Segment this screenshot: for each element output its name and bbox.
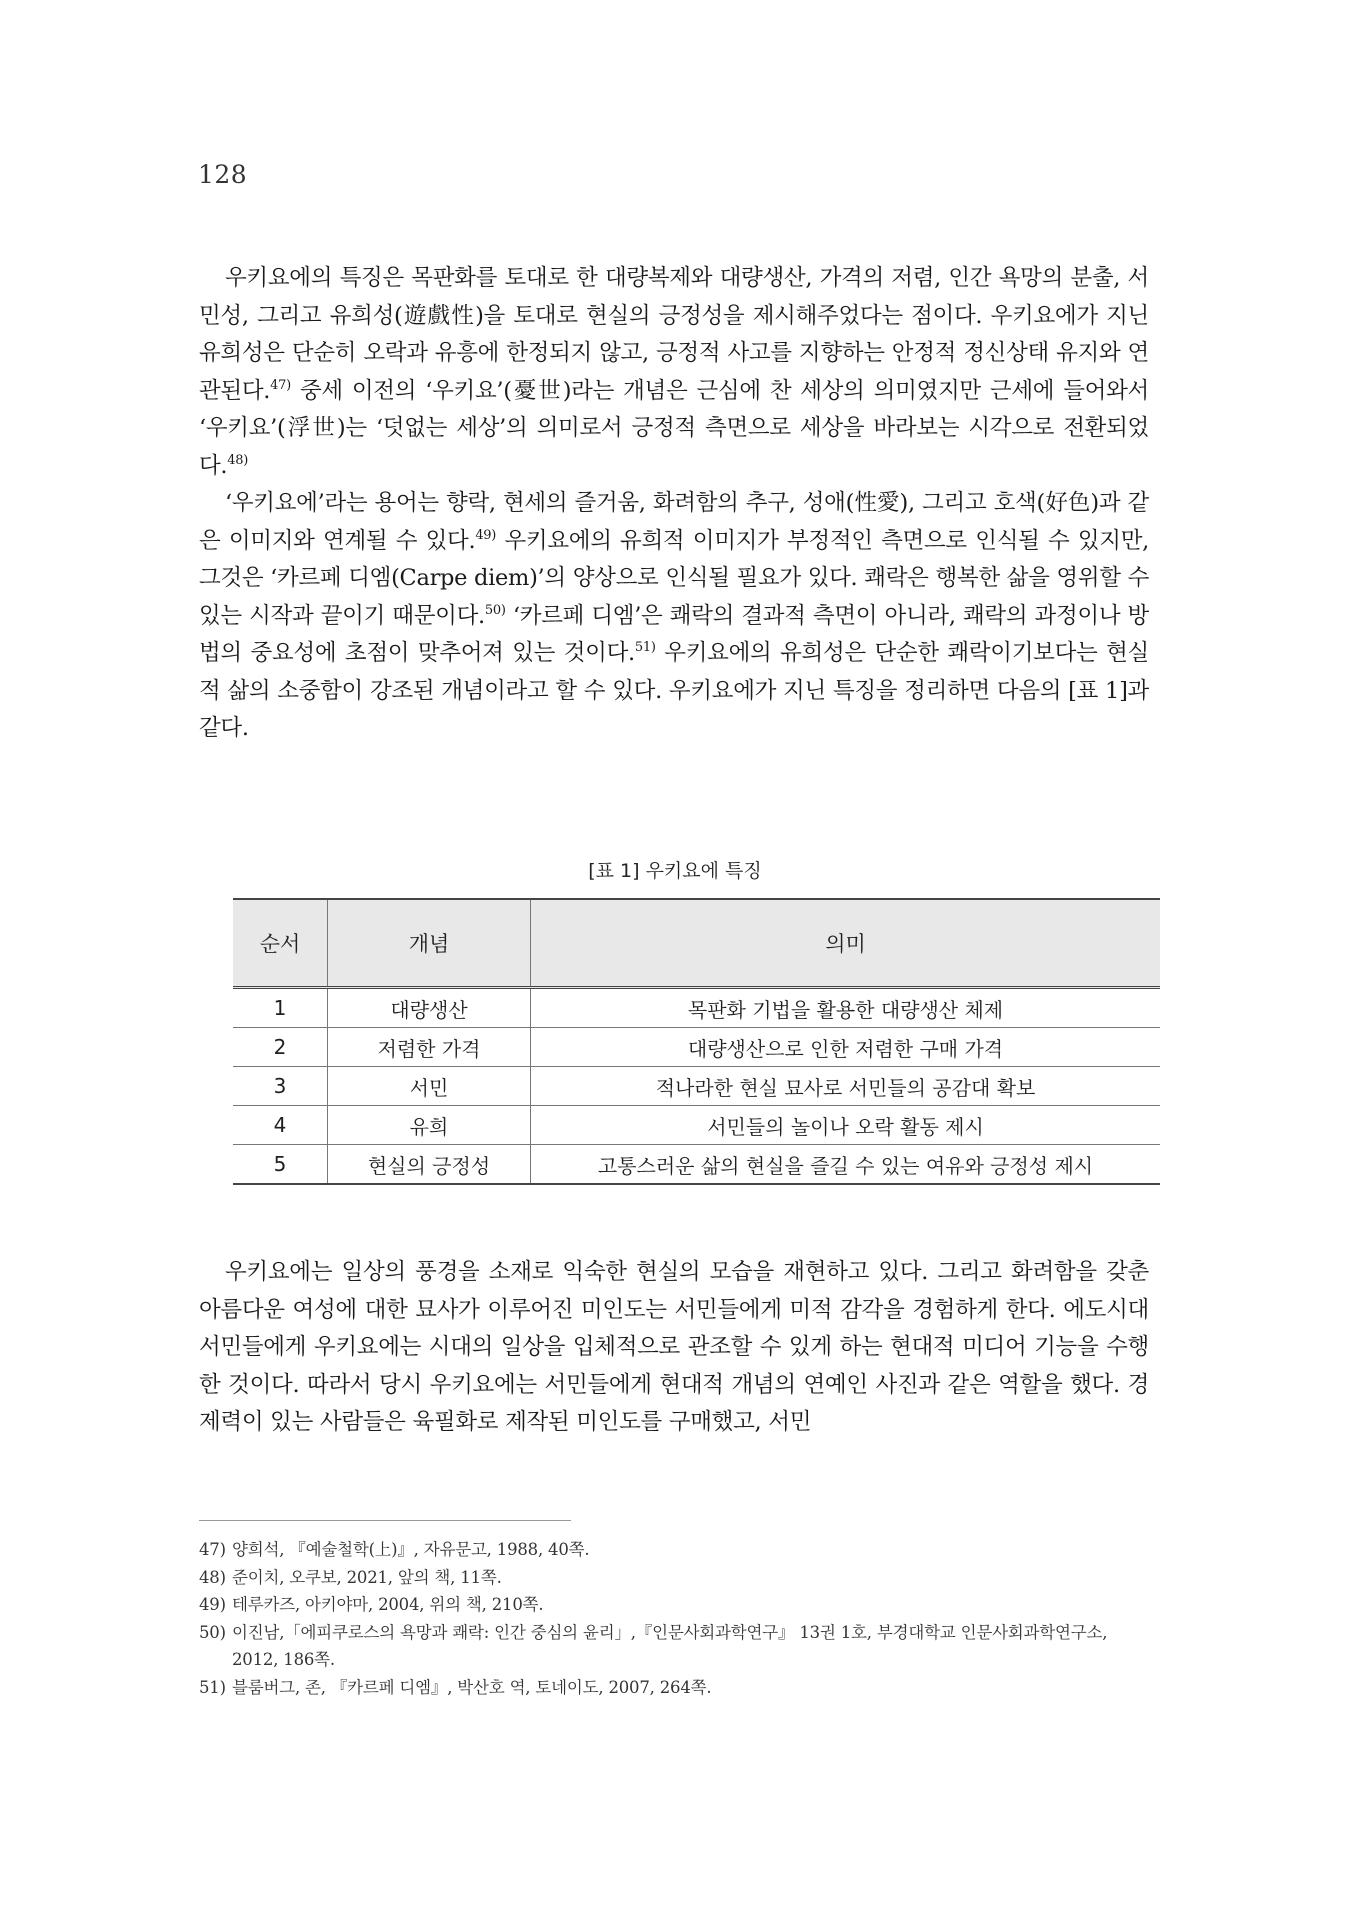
- footnotes: [199, 1536, 1154, 1701]
- paragraph: [199, 1254, 1149, 1442]
- column-header: 개념: [328, 899, 531, 988]
- table-cell: 서민들의 놀이나 오락 활동 제시: [531, 1106, 1161, 1145]
- paragraph-text: ‘카르페 디엠’은 쾌락의 결과적 측면이 아니라, 쾌락의 과정이나 방법의 중요성에 초점이 맞추어져 있는 것이다.: [199, 602, 1149, 666]
- footnote-ref: 50): [484, 602, 506, 618]
- paragraph-text: 우키요에의 특징은 목판화를 토대로 한 대량복제와 대량생산, 가격의 저렴, 인간 욕망의 분출, 서민성, 그리고 유희성(遊戲性)을 토대로 현실의 긍정성을 제시해주었다는 점이다. 우키요에가 지닌 유희성은 단순히 오락과 유흥에 한정되지 않고, 긍정적 사고를 지향하는 안정적 정신상태 유지와 연관된다.: [199, 265, 1149, 404]
- table-cell: 고통스러운 삶의 현실을 즐길 수 있는 여유와 긍정성 제시: [531, 1145, 1161, 1185]
- table-cell: 2: [233, 1028, 328, 1067]
- footnote-ref: 49): [475, 527, 497, 543]
- table-cell: 대량생산: [328, 988, 531, 1028]
- footnote: [199, 1591, 1154, 1619]
- footnote-text: 준이치, 오쿠보, 2021, 앞의 책, 11쪽.: [232, 1567, 502, 1587]
- footnote-number: 49): [199, 1595, 226, 1614]
- page-number: 128: [198, 160, 248, 189]
- table-cell: 대량생산으로 인한 저렴한 구매 가격: [531, 1028, 1161, 1067]
- paragraph-text: 우키요에의 유희적 이미지가 부정적인 측면으로 인식될 수 있지만, 그것은 ‘카르페 디엠(Carpe diem)’의 양상으로 인식될 필요가 있다. 쾌락은 행복한 삶을 영위할 수 있는 시작과 끝이기 때문이다.: [199, 527, 1150, 629]
- table-cell: 5: [233, 1145, 328, 1185]
- footnote-text: 블룸버그, 존, 『카르페 디엠』, 박산호 역, 토네이도, 2007, 264쪽.: [232, 1677, 712, 1697]
- body-text-bottom: [199, 1254, 1149, 1442]
- table-row: [233, 1028, 1160, 1067]
- paragraph-text: ‘우키요에’라는 용어는 향락, 현세의 즐거움, 화려함의 추구, 성애(性愛), 그리고 호색(好色)과 같은 이미지와 연계될 수 있다.: [199, 490, 1149, 554]
- footnote-number: 48): [199, 1567, 226, 1587]
- table-cell: 현실의 긍정성: [328, 1145, 531, 1185]
- paragraph: [199, 260, 1149, 485]
- paragraph: [199, 485, 1149, 748]
- footnote: [199, 1619, 1154, 1674]
- table-cell: 1: [233, 988, 328, 1028]
- footnote-number: 47): [199, 1540, 226, 1559]
- column-header: 순서: [233, 899, 328, 988]
- footnote: [199, 1564, 1154, 1592]
- table-cell: 목판화 기법을 활용한 대량생산 체제: [531, 988, 1161, 1028]
- table-row: [233, 1145, 1160, 1185]
- footnote-text: 테루카즈, 아키야마, 2004, 위의 책, 210쪽.: [232, 1595, 544, 1614]
- footnote-text: 양희석, 『예술철학(上)』, 자유문고, 1988, 40쪽.: [232, 1540, 590, 1559]
- table-cell: 서민: [328, 1067, 531, 1106]
- footnote-number: 51): [199, 1677, 226, 1697]
- table-caption: [표 1] 우키요에 특징: [588, 860, 762, 882]
- footnote-ref: 47): [270, 377, 291, 393]
- footnote: [199, 1674, 1154, 1702]
- features-table: [233, 898, 1160, 1185]
- footnote-ref: 48): [227, 452, 249, 468]
- table-cell: 유희: [328, 1106, 531, 1145]
- table-header-row: [233, 899, 1160, 988]
- column-header: 의미: [531, 899, 1161, 988]
- table-cell: 저렴한 가격: [328, 1028, 531, 1067]
- paragraph-text: 우키요에의 유희성은 단순한 쾌락이기보다는 현실적 삶의 소중함이 강조된 개념이라고 할 수 있다. 우키요에가 지닌 특징을 정리하면 다음의 [표 1]과 같다.: [199, 640, 1149, 741]
- table-cell: 적나라한 현실 묘사로 서민들의 공감대 확보: [531, 1067, 1161, 1106]
- paragraph-text: 우키요에는 일상의 풍경을 소재로 익숙한 현실의 모습을 재현하고 있다. 그리고 화려함을 갖춘 아름다운 여성에 대한 묘사가 이루어진 미인도는 서민들에게 미적 감각을 경험하게 한다. 에도시대 서민들에게 우키요에는 시대의 일상을 입체적으로 관조할 수 있게 하는 현대적 미디어 기능을 수행한 것이다. 따라서 당시 우키요에는 서민들에게 현대적 개념의 연예인 사진과 같은 역할을 했다. 경제력이 있는 사람들은 육필화로 제작된 미인도를 구매했고, 서민: [199, 1259, 1149, 1435]
- footnote-ref: 51): [634, 640, 656, 655]
- footnote-text: 이진남,「에피쿠로스의 욕망과 쾌락: 인간 중심의 윤리」,『인문사회과학연구』 13권 1호, 부경대학교 인문사회과학연구소, 2012, 186쪽.: [232, 1622, 1108, 1669]
- table-row: [233, 1067, 1160, 1106]
- table-cell: 3: [233, 1067, 328, 1106]
- paragraph-text: 중세 이전의 ‘우키요’(憂世)라는 개념은 근심에 찬 세상의 의미였지만 근세에 들어와서 ‘우키요’(浮世)는 ‘덧없는 세상’의 의미로서 긍정적 측면으로 세상을 바라보는 시각으로 전환되었다.: [199, 377, 1149, 479]
- table-row: [233, 1106, 1160, 1145]
- table-row: [233, 988, 1160, 1028]
- table-cell: 4: [233, 1106, 328, 1145]
- footnote: [199, 1536, 1154, 1564]
- footnote-number: 50): [199, 1622, 226, 1642]
- footnote-divider: [199, 1520, 571, 1521]
- body-text-top: [199, 260, 1149, 748]
